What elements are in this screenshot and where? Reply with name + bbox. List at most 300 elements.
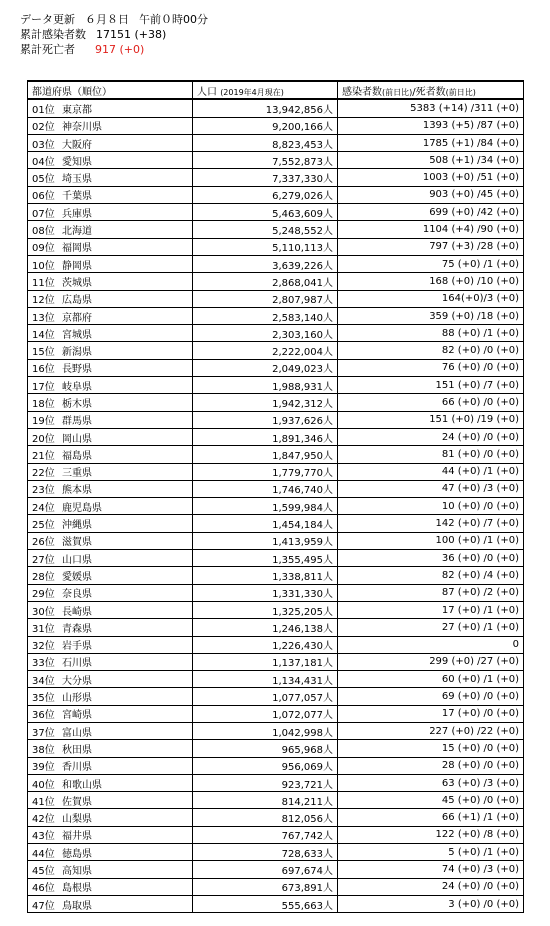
rank-label: 38位: [32, 744, 55, 756]
table-body: [28, 99, 524, 912]
population-cell: 2,583,140人: [193, 307, 338, 324]
prefecture-cell: [28, 619, 193, 636]
rank-label: 05位: [32, 174, 55, 186]
cases-deaths-cell: 168 (+0) /10 (+0): [338, 273, 524, 290]
prefecture-cell: [28, 446, 193, 463]
table-row: [28, 636, 524, 653]
cases-deaths-cell: 508 (+1) /34 (+0): [338, 152, 524, 169]
population-cell: 9,200,166人: [193, 117, 338, 134]
rank-label: 30位: [32, 606, 55, 618]
table-row: [28, 740, 524, 757]
table-row: [28, 809, 524, 826]
prefecture-cell: [28, 688, 193, 705]
rank-label: 19位: [32, 416, 55, 428]
population-cell: 1,355,495人: [193, 550, 338, 567]
prefecture-cell: [28, 792, 193, 809]
rank-label: 34位: [32, 675, 55, 687]
prefecture-cell: [28, 342, 193, 359]
rank-label: 46位: [32, 883, 55, 895]
cases-deaths-cell: 151 (+0) /7 (+0): [338, 377, 524, 394]
prefecture-cell: [28, 878, 193, 895]
population-cell: 555,663人: [193, 895, 338, 912]
prefecture-cell: [28, 377, 193, 394]
population-cell: 2,303,160人: [193, 325, 338, 342]
rank-label: 01位: [32, 104, 55, 116]
rank-label: 20位: [32, 433, 55, 445]
prefecture-name: 新潟県: [62, 347, 92, 359]
prefecture-cell: [28, 653, 193, 670]
table-row: [28, 463, 524, 480]
prefecture-name: 鹿児島県: [62, 502, 102, 514]
prefecture-cell: [28, 463, 193, 480]
header-prefecture: 都道府県（順位）: [28, 81, 193, 99]
prefecture-name: 福岡県: [62, 243, 92, 255]
population-cell: 1,072,077人: [193, 705, 338, 722]
cases-deaths-cell: 81 (+0) /0 (+0): [338, 446, 524, 463]
prefecture-name: 千葉県: [62, 191, 92, 203]
cases-deaths-cell: 75 (+0) /1 (+0): [338, 255, 524, 272]
prefecture-cell: [28, 601, 193, 618]
rank-label: 02位: [32, 122, 55, 134]
prefecture-name: 沖縄県: [62, 520, 92, 532]
population-cell: 5,110,113人: [193, 238, 338, 255]
population-cell: 1,937,626人: [193, 411, 338, 428]
cases-deaths-cell: 151 (+0) /19 (+0): [338, 411, 524, 428]
cases-deaths-cell: 699 (+0) /42 (+0): [338, 204, 524, 221]
table-row: [28, 307, 524, 324]
rank-label: 33位: [32, 658, 55, 670]
prefecture-name: 兵庫県: [62, 208, 92, 220]
population-cell: 1,338,811人: [193, 567, 338, 584]
prefecture-name: 福島県: [62, 450, 92, 462]
cases-deaths-cell: 87 (+0) /2 (+0): [338, 584, 524, 601]
rank-label: 42位: [32, 814, 55, 826]
prefecture-name: 秋田県: [62, 744, 92, 756]
prefecture-cell: [28, 584, 193, 601]
deaths-label: 累計死亡者: [20, 43, 75, 56]
rank-label: 40位: [32, 779, 55, 791]
rank-label: 35位: [32, 693, 55, 705]
rank-label: 37位: [32, 727, 55, 739]
table-row: [28, 792, 524, 809]
cases-deaths-cell: 122 (+0) /8 (+0): [338, 826, 524, 843]
prefecture-cell: [28, 861, 193, 878]
population-cell: 1,847,950人: [193, 446, 338, 463]
population-cell: 5,463,609人: [193, 204, 338, 221]
cases-deaths-cell: 5383 (+14) /311 (+0): [338, 99, 524, 117]
table-row: [28, 394, 524, 411]
table-row: [28, 774, 524, 791]
prefecture-cell: [28, 255, 193, 272]
prefecture-name: 栃木県: [62, 398, 92, 410]
rank-label: 22位: [32, 468, 55, 480]
prefecture-cell: [28, 99, 193, 117]
rank-label: 32位: [32, 641, 55, 653]
table-row: [28, 601, 524, 618]
prefecture-name: 宮崎県: [62, 710, 92, 722]
table-row: [28, 584, 524, 601]
rank-label: 14位: [32, 329, 55, 341]
table-row: [28, 325, 524, 342]
rank-label: 18位: [32, 398, 55, 410]
prefecture-name: 静岡県: [62, 260, 92, 272]
cases-deaths-cell: 1393 (+5) /87 (+0): [338, 117, 524, 134]
population-cell: 1,942,312人: [193, 394, 338, 411]
cases-deaths-cell: 24 (+0) /0 (+0): [338, 878, 524, 895]
table-row: [28, 826, 524, 843]
cases-deaths-cell: 5 (+0) /1 (+0): [338, 844, 524, 861]
prefecture-name: 福井県: [62, 831, 92, 843]
rank-label: 41位: [32, 796, 55, 808]
table-row: [28, 498, 524, 515]
prefecture-name: 愛媛県: [62, 571, 92, 583]
prefecture-name: 山形県: [62, 693, 92, 705]
prefecture-cell: [28, 671, 193, 688]
table-row: [28, 653, 524, 670]
population-cell: 814,211人: [193, 792, 338, 809]
population-cell: 1,246,138人: [193, 619, 338, 636]
cases-deaths-cell: 359 (+0) /18 (+0): [338, 307, 524, 324]
rank-label: 36位: [32, 710, 55, 722]
prefecture-name: 山口県: [62, 554, 92, 566]
table-row: [28, 342, 524, 359]
table-row: [28, 705, 524, 722]
population-cell: 2,222,004人: [193, 342, 338, 359]
prefecture-cell: [28, 532, 193, 549]
prefecture-name: 長野県: [62, 364, 92, 376]
rank-label: 17位: [32, 381, 55, 393]
prefecture-cell: [28, 134, 193, 151]
prefecture-name: 鳥取県: [62, 900, 92, 912]
rank-label: 29位: [32, 589, 55, 601]
cases-deaths-cell: 0: [338, 636, 524, 653]
prefecture-name: 高知県: [62, 866, 92, 877]
prefecture-cell: [28, 844, 193, 861]
table-row: [28, 878, 524, 895]
table-row: [28, 169, 524, 186]
rank-label: 09位: [32, 243, 55, 255]
update-line: [20, 12, 208, 27]
cases-deaths-cell: 60 (+0) /1 (+0): [338, 671, 524, 688]
population-cell: 728,633人: [193, 844, 338, 861]
cases-deaths-cell: 45 (+0) /0 (+0): [338, 792, 524, 809]
table-row: [28, 273, 524, 290]
rank-label: 28位: [32, 571, 55, 583]
table-row: [28, 359, 524, 376]
cases-deaths-cell: 74 (+0) /3 (+0): [338, 861, 524, 878]
prefecture-name: 東京都: [62, 104, 92, 116]
table-header-row: [28, 81, 524, 99]
population-cell: 697,674人: [193, 861, 338, 878]
cases-deaths-cell: 66 (+0) /0 (+0): [338, 394, 524, 411]
table-row: [28, 186, 524, 203]
population-cell: 2,807,987人: [193, 290, 338, 307]
prefecture-table: [27, 80, 524, 913]
prefecture-name: 山梨県: [62, 814, 92, 826]
population-cell: 673,891人: [193, 878, 338, 895]
population-cell: 812,056人: [193, 809, 338, 826]
prefecture-name: 宮城県: [62, 329, 92, 341]
prefecture-name: 滋賀県: [62, 537, 92, 549]
table-row: [28, 722, 524, 739]
cases-deaths-cell: 28 (+0) /0 (+0): [338, 757, 524, 774]
cases-deaths-cell: 299 (+0) /27 (+0): [338, 653, 524, 670]
prefecture-name: 広島県: [62, 295, 92, 307]
cases-deaths-cell: 797 (+3) /28 (+0): [338, 238, 524, 255]
cases-deaths-cell: 47 (+0) /3 (+0): [338, 480, 524, 497]
table-row: [28, 688, 524, 705]
cases-deaths-cell: 17 (+0) /1 (+0): [338, 601, 524, 618]
table-row: [28, 480, 524, 497]
rank-label: 45位: [32, 866, 55, 877]
table-row: [28, 844, 524, 861]
population-cell: 767,742人: [193, 826, 338, 843]
population-cell: 13,942,856人: [193, 99, 338, 117]
population-cell: 1,331,330人: [193, 584, 338, 601]
rank-label: 13位: [32, 312, 55, 324]
population-cell: 1,042,998人: [193, 722, 338, 739]
prefecture-cell: [28, 705, 193, 722]
cases-deaths-cell: 15 (+0) /0 (+0): [338, 740, 524, 757]
population-cell: 1,226,430人: [193, 636, 338, 653]
cases-deaths-cell: 24 (+0) /0 (+0): [338, 428, 524, 445]
prefecture-name: 徳島県: [62, 848, 92, 860]
rank-label: 03位: [32, 139, 55, 151]
prefecture-cell: [28, 221, 193, 238]
prefecture-cell: [28, 826, 193, 843]
table-row: [28, 567, 524, 584]
table-row: [28, 377, 524, 394]
prefecture-name: 富山県: [62, 727, 92, 739]
cases-deaths-cell: 1785 (+1) /84 (+0): [338, 134, 524, 151]
prefecture-name: 埼玉県: [62, 174, 92, 186]
summary-header: [20, 12, 208, 57]
cases-deaths-cell: 69 (+0) /0 (+0): [338, 688, 524, 705]
population-cell: 1,325,205人: [193, 601, 338, 618]
header-cases-label: 感染者数: [342, 86, 382, 98]
prefecture-cell: [28, 411, 193, 428]
header-deaths-label: /死者数: [412, 86, 446, 98]
table-row: [28, 428, 524, 445]
prefecture-name: 岐阜県: [62, 381, 92, 393]
rank-label: 47位: [32, 900, 55, 912]
prefecture-name: 三重県: [62, 468, 92, 480]
cases-deaths-cell: 164(+0)/3 (+0): [338, 290, 524, 307]
population-cell: 3,639,226人: [193, 255, 338, 272]
prefecture-name: 岡山県: [62, 433, 92, 445]
cases-deaths-cell: 88 (+0) /1 (+0): [338, 325, 524, 342]
header-population-label: 人口: [197, 86, 217, 98]
header-deaths-note: (前日比): [445, 87, 476, 97]
table-row: [28, 532, 524, 549]
population-cell: 956,069人: [193, 757, 338, 774]
prefecture-cell: [28, 722, 193, 739]
population-cell: 1,413,959人: [193, 532, 338, 549]
prefecture-name: 佐賀県: [62, 796, 92, 808]
rank-label: 04位: [32, 156, 55, 168]
table-row: [28, 671, 524, 688]
rank-label: 12位: [32, 295, 55, 307]
population-cell: 7,552,873人: [193, 152, 338, 169]
cases-deaths-cell: 44 (+0) /1 (+0): [338, 463, 524, 480]
cases-deaths-cell: 27 (+0) /1 (+0): [338, 619, 524, 636]
cases-deaths-cell: 903 (+0) /45 (+0): [338, 186, 524, 203]
prefecture-cell: [28, 117, 193, 134]
population-cell: 923,721人: [193, 774, 338, 791]
rank-label: 25位: [32, 520, 55, 532]
cases-deaths-cell: 100 (+0) /1 (+0): [338, 532, 524, 549]
prefecture-name: 群馬県: [62, 416, 92, 428]
table-row: [28, 204, 524, 221]
rank-label: 23位: [32, 485, 55, 497]
cases-deaths-cell: 76 (+0) /0 (+0): [338, 359, 524, 376]
update-time: 午前０時00分: [139, 13, 208, 26]
cases-label: 累計感染者数: [20, 28, 86, 41]
prefecture-name: 香川県: [62, 762, 92, 774]
rank-label: 27位: [32, 554, 55, 566]
table-row: [28, 895, 524, 912]
cases-deaths-cell: 3 (+0) /0 (+0): [338, 895, 524, 912]
prefecture-name: 愛知県: [62, 156, 92, 168]
deaths-line: [20, 42, 208, 57]
prefecture-cell: [28, 757, 193, 774]
prefecture-name: 茨城県: [62, 277, 92, 289]
population-cell: 5,248,552人: [193, 221, 338, 238]
rank-label: 24位: [32, 502, 55, 514]
prefecture-cell: [28, 809, 193, 826]
cases-deaths-cell: 17 (+0) /0 (+0): [338, 705, 524, 722]
table-row: [28, 411, 524, 428]
cases-deaths-cell: 10 (+0) /0 (+0): [338, 498, 524, 515]
population-cell: 1,779,770人: [193, 463, 338, 480]
header-population-note: (2019年4月現在): [220, 87, 284, 97]
cases-deaths-cell: 142 (+0) /7 (+0): [338, 515, 524, 532]
population-cell: 8,823,453人: [193, 134, 338, 151]
prefecture-name: 神奈川県: [62, 122, 102, 134]
cases-line: [20, 27, 208, 42]
cases-deaths-cell: 66 (+1) /1 (+0): [338, 809, 524, 826]
rank-label: 11位: [32, 277, 55, 289]
cases-deaths-cell: 227 (+0) /22 (+0): [338, 722, 524, 739]
rank-label: 39位: [32, 762, 55, 774]
header-cases-deaths: [338, 81, 524, 99]
update-date: ６月８日: [85, 13, 129, 26]
prefecture-cell: [28, 774, 193, 791]
rank-label: 21位: [32, 450, 55, 462]
prefecture-name: 大分県: [62, 675, 92, 687]
prefecture-name: 大阪府: [62, 139, 92, 151]
prefecture-cell: [28, 394, 193, 411]
prefecture-name: 熊本県: [62, 485, 92, 497]
table-row: [28, 238, 524, 255]
table-row: [28, 134, 524, 151]
population-cell: 1,077,057人: [193, 688, 338, 705]
table-row: [28, 99, 524, 117]
rank-label: 44位: [32, 848, 55, 860]
prefecture-cell: [28, 238, 193, 255]
table-row: [28, 550, 524, 567]
prefecture-cell: [28, 204, 193, 221]
prefecture-cell: [28, 480, 193, 497]
table-row: [28, 290, 524, 307]
population-cell: 1,988,931人: [193, 377, 338, 394]
table-row: [28, 446, 524, 463]
header-population: [193, 81, 338, 99]
population-cell: 2,049,023人: [193, 359, 338, 376]
prefecture-cell: [28, 290, 193, 307]
cases-value: 17151 (+38): [96, 28, 167, 41]
prefecture-cell: [28, 186, 193, 203]
prefecture-name: 青森県: [62, 623, 92, 635]
table-row: [28, 117, 524, 134]
prefecture-cell: [28, 550, 193, 567]
table-row: [28, 255, 524, 272]
prefecture-name: 北海道: [62, 226, 92, 238]
deaths-value: 917 (+0): [95, 43, 145, 56]
rank-label: 15位: [32, 347, 55, 359]
prefecture-name: 岩手県: [62, 641, 92, 653]
prefecture-name: 石川県: [62, 658, 92, 670]
prefecture-name: 島根県: [62, 883, 92, 895]
rank-label: 26位: [32, 537, 55, 549]
cases-deaths-cell: 36 (+0) /0 (+0): [338, 550, 524, 567]
table-row: [28, 619, 524, 636]
table-row: [28, 221, 524, 238]
table-row: [28, 757, 524, 774]
rank-label: 07位: [32, 208, 55, 220]
cases-deaths-cell: 82 (+0) /0 (+0): [338, 342, 524, 359]
prefecture-cell: [28, 273, 193, 290]
header-cases-note: (前日比): [382, 87, 413, 97]
prefecture-cell: [28, 428, 193, 445]
prefecture-cell: [28, 740, 193, 757]
rank-label: 43位: [32, 831, 55, 843]
rank-label: 31位: [32, 623, 55, 635]
prefecture-cell: [28, 325, 193, 342]
prefecture-cell: [28, 498, 193, 515]
prefecture-name: 長崎県: [62, 606, 92, 618]
prefecture-cell: [28, 169, 193, 186]
population-cell: 6,279,026人: [193, 186, 338, 203]
prefecture-name: 京都府: [62, 312, 92, 324]
population-cell: 2,868,041人: [193, 273, 338, 290]
prefecture-cell: [28, 895, 193, 912]
population-cell: 7,337,330人: [193, 169, 338, 186]
rank-label: 10位: [32, 260, 55, 272]
prefecture-cell: [28, 307, 193, 324]
table-row: [28, 861, 524, 878]
rank-label: 16位: [32, 364, 55, 376]
table-row: [28, 152, 524, 169]
population-cell: 1,454,184人: [193, 515, 338, 532]
population-cell: 1,746,740人: [193, 480, 338, 497]
population-cell: 1,137,181人: [193, 653, 338, 670]
rank-label: 06位: [32, 191, 55, 203]
cases-deaths-cell: 1104 (+4) /90 (+0): [338, 221, 524, 238]
update-label: データ更新: [20, 13, 75, 26]
prefecture-cell: [28, 636, 193, 653]
cases-deaths-cell: 82 (+0) /4 (+0): [338, 567, 524, 584]
prefecture-cell: [28, 567, 193, 584]
population-cell: 1,599,984人: [193, 498, 338, 515]
prefecture-cell: [28, 515, 193, 532]
table-row: [28, 515, 524, 532]
rank-label: 08位: [32, 226, 55, 238]
prefecture-cell: [28, 359, 193, 376]
prefecture-cell: [28, 152, 193, 169]
population-cell: 965,968人: [193, 740, 338, 757]
prefecture-name: 和歌山県: [62, 779, 102, 791]
